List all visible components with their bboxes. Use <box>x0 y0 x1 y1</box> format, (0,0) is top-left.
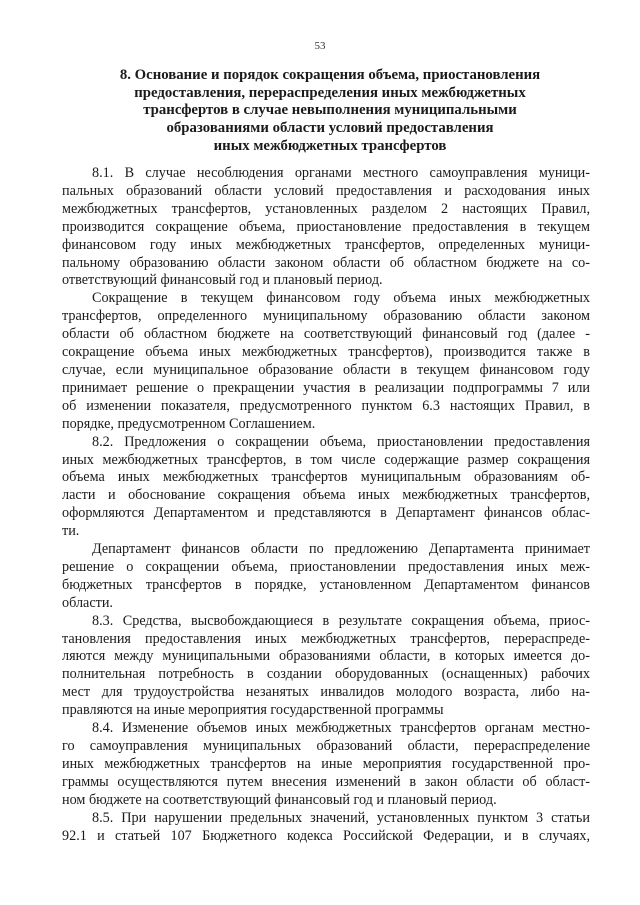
paragraph-8-4-line: го самоуправления муниципальных образований области, перераспределение <box>62 738 590 754</box>
paragraph-finance-line: области. <box>62 594 113 611</box>
paragraph-finance-line: бюджетных трансфертов в порядке, установленном Департаментом финансов <box>62 576 590 593</box>
section-heading <box>70 67 590 156</box>
paragraph-8-1-line: 8.1. В случае несоблюдения органами местного самоуправления муници- <box>92 165 590 181</box>
paragraph-8-1-line: пальному образованию области законом области об областном бюджете на со- <box>62 254 590 271</box>
body-text <box>62 165 590 845</box>
paragraph-8-3-line: правляются на иные мероприятия государственной программы <box>62 702 444 719</box>
paragraph-reduction-line: принимает решение о прекращении участия в реализации подпрограммы 7 или <box>62 379 590 396</box>
paragraph-8-1-line: пальных образований области условий предоставления и расходования иных <box>62 182 590 199</box>
page-number: 53 <box>314 40 326 52</box>
paragraph-8-1-line: финансовом году иных межбюджетных трансфертов, определенных муници- <box>62 236 590 253</box>
paragraph-8-3-line: полнительная потребность в создании оборудованных (оснащенных) рабочих <box>62 666 590 683</box>
paragraph-8-1-line: ответствующий финансовый год и плановый период. <box>62 272 383 289</box>
paragraph-8-1-line: производится сокращение объема, приостановление предоставления в текущем <box>62 218 590 235</box>
paragraph-reduction-line: об изменении показателя, предусмотренного пунктом 6.3 настоящих Правил, в <box>62 397 590 414</box>
paragraph-8-2-line: 8.2. Предложения о сокращении объема, приостановлении предоставления <box>92 433 590 450</box>
paragraph-8-2-line: ти. <box>62 523 80 540</box>
paragraph-8-2-line: ласти и обоснование сокращения объема иных межбюджетных трансфертов, <box>62 487 590 504</box>
paragraph-8-2-line: иных межбюджетных трансфертов, в том числе содержащие размер сокращения <box>62 451 590 468</box>
paragraph-reduction-line: трансфертов, определенного муниципальному образованию области законом <box>62 308 590 325</box>
paragraph-8-2-line: объема иных межбюджетных трансфертов муниципальным образованиям об- <box>62 469 590 486</box>
paragraph-8-3-line: 8.3. Средства, высвобождающиеся в результате сокращения объема, приос- <box>92 612 590 629</box>
paragraph-8-3-line: тановления предоставления иных межбюджетных трансфертов, перераспреде- <box>62 630 590 647</box>
paragraph-reduction-line: области об областном бюджете на соответствующий финансовый год (далее - <box>62 326 590 343</box>
heading-line: иных межбюджетных трансфертов <box>213 137 447 154</box>
heading-line: предоставления, перераспределения иных межбюджетных <box>134 84 526 101</box>
paragraph-reduction-line: Сокращение в текущем финансовом году объема иных межбюджетных <box>92 290 590 307</box>
heading-line: образованиями области условий предоставления <box>166 120 494 137</box>
paragraph-8-5-line: 8.5. При нарушении предельных значений, установленных пунктом 3 статьи <box>92 809 590 826</box>
paragraph-8-3-line: мест для трудоустройства незанятых инвалидов молодого возраста, либо на- <box>62 684 590 701</box>
paragraph-8-3-line: ляются между муниципальными образованиями области, в которых имеется до- <box>62 648 590 665</box>
paragraph-8-4-line: ном бюджете на соответствующий финансовый год и плановый период. <box>62 791 497 808</box>
paragraph-8-4-line: 8.4. Изменение объемов иных межбюджетных трансфертов органам местно- <box>92 720 590 737</box>
paragraph-8-4-line: иных межбюджетных трансфертов на иные мероприятия государственной про- <box>62 755 590 772</box>
paragraph-reduction-line: сокращение объема иных межбюджетных трансфертов), производится также в <box>62 344 590 361</box>
paragraph-8-5-line: 92.1 и статьей 107 Бюджетного кодекса Российской Федерации, и в случаях, <box>62 827 590 844</box>
paragraph-reduction-line: случае, если муниципальное образование области в текущем финансовом году <box>62 361 590 378</box>
paragraph-reduction-line: порядке, предусмотренном Соглашением. <box>62 415 316 432</box>
paragraph-finance-line: Департамент финансов области по предложению Департамента принимает <box>92 541 590 558</box>
paragraph-8-1-line: межбюджетных трансфертов, установленных разделом 2 настоящих Правил, <box>62 200 590 217</box>
paragraph-8-4-line: граммы осуществляются путем внесения изменений в закон области об област- <box>62 773 590 790</box>
heading-line: трансфертов в случае невыполнения муниципальными <box>143 102 517 119</box>
heading-line: 8. Основание и порядок сокращения объема, приостановления <box>119 67 541 83</box>
paragraph-finance-line: решение о сокращении объема, приостановлении предоставления иных меж- <box>62 558 590 575</box>
paragraph-8-2-line: оформляются Департаментом и представляются в Департамент финансов облас- <box>62 505 590 522</box>
